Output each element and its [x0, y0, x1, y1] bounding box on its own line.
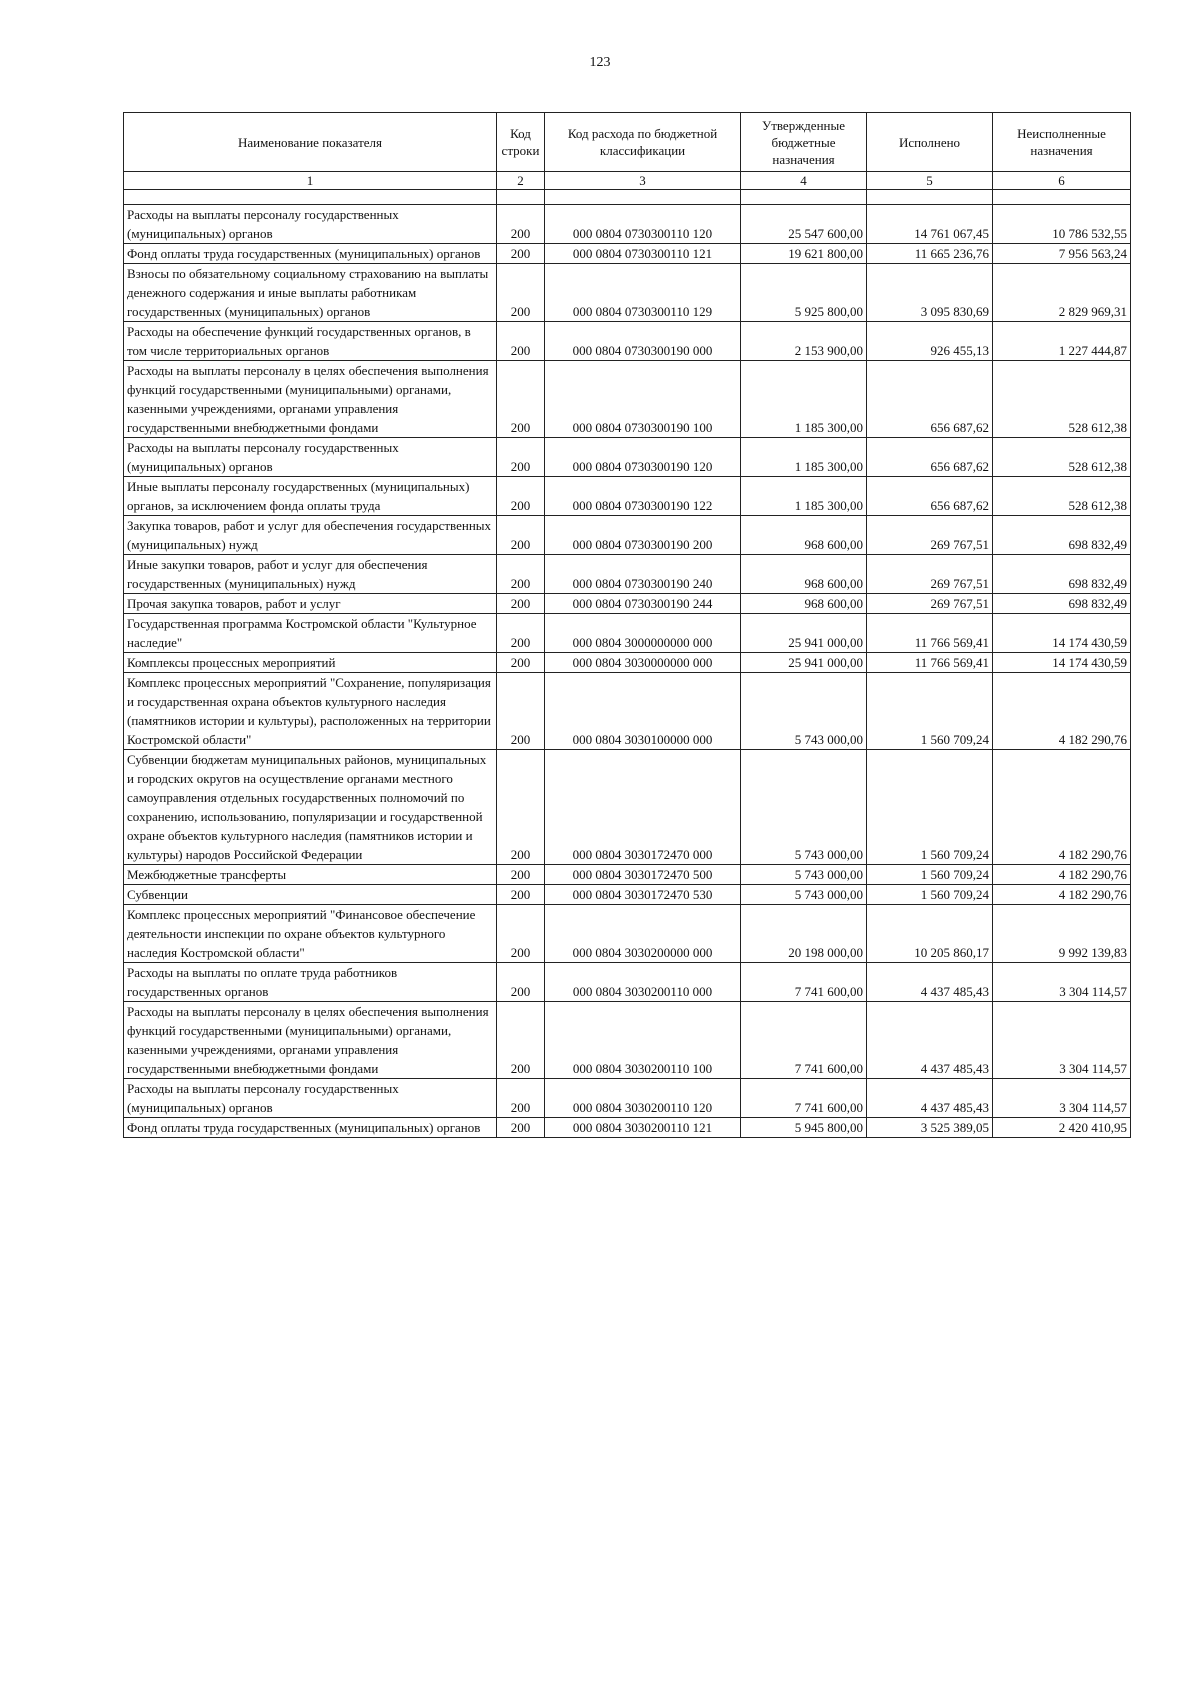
- unexecuted-amount: 528 612,38: [993, 361, 1131, 438]
- header-line-code: Код строки: [497, 113, 545, 172]
- header-row: [124, 113, 1131, 172]
- line-code: 200: [497, 905, 545, 963]
- budget-code: 000 0804 3030172470 000: [545, 750, 741, 865]
- line-code: 200: [497, 244, 545, 264]
- budget-code: 000 0804 3030000000 000: [545, 653, 741, 673]
- approved-amount: 5 743 000,00: [741, 885, 867, 905]
- executed-amount: 269 767,51: [867, 555, 993, 594]
- line-code: 200: [497, 205, 545, 244]
- executed-amount: 11 665 236,76: [867, 244, 993, 264]
- executed-amount: 4 437 485,43: [867, 1079, 993, 1118]
- approved-amount: 5 945 800,00: [741, 1118, 867, 1138]
- unexecuted-amount: 14 174 430,59: [993, 653, 1131, 673]
- page-number: 123: [589, 55, 611, 70]
- budget-code: 000 0804 0730300190 000: [545, 322, 741, 361]
- indicator-name: Фонд оплаты труда государственных (муниципальных) органов: [124, 1118, 497, 1138]
- indicator-name: Субвенции бюджетам муниципальных районов, муниципальных и городских округов на осуществление органами местного самоуправления отдельных государственных полномочий по сохранению, использованию, популяризации и государственной охране объектов культурного наследия (памятников истории и культуры) народов Российской Федерации: [124, 750, 497, 865]
- indicator-name: Комплекс процессных мероприятий "Сохранение, популяризация и государственная охрана объектов культурного наследия (памятников истории и культуры), расположенных на территории Костромской области": [124, 673, 497, 750]
- executed-amount: 656 687,62: [867, 361, 993, 438]
- budget-code: 000 0804 3030200110 121: [545, 1118, 741, 1138]
- indicator-name: Государственная программа Костромской области "Культурное наследие": [124, 614, 497, 653]
- table-row: [124, 653, 1131, 673]
- line-code: 200: [497, 1118, 545, 1138]
- approved-amount: 1 185 300,00: [741, 477, 867, 516]
- executed-amount: 269 767,51: [867, 594, 993, 614]
- executed-amount: 4 437 485,43: [867, 963, 993, 1002]
- executed-amount: 1 560 709,24: [867, 750, 993, 865]
- executed-amount: 656 687,62: [867, 477, 993, 516]
- line-code: 200: [497, 865, 545, 885]
- indicator-name: Фонд оплаты труда государственных (муниципальных) органов: [124, 244, 497, 264]
- executed-amount: 10 205 860,17: [867, 905, 993, 963]
- line-code: 200: [497, 361, 545, 438]
- executed-amount: 3 095 830,69: [867, 264, 993, 322]
- approved-amount: 20 198 000,00: [741, 905, 867, 963]
- table-row: [124, 1079, 1131, 1118]
- budget-code: 000 0804 3030172470 530: [545, 885, 741, 905]
- table-row: [124, 614, 1131, 653]
- line-code: 200: [497, 614, 545, 653]
- budget-code: 000 0804 3030200110 120: [545, 1079, 741, 1118]
- budget-code: 000 0804 3030200110 000: [545, 963, 741, 1002]
- approved-amount: 968 600,00: [741, 555, 867, 594]
- indicator-name: Расходы на выплаты персоналу в целях обеспечения выполнения функций государственными (муниципальными) органами, казенными учреждениями, органами управления государственными внебюджетными фондами: [124, 1002, 497, 1079]
- line-code: 200: [497, 477, 545, 516]
- header-approved: Утвержденные бюджетные назначения: [741, 113, 867, 172]
- column-number: 6: [993, 172, 1131, 190]
- unexecuted-amount: 3 304 114,57: [993, 963, 1131, 1002]
- approved-amount: 19 621 800,00: [741, 244, 867, 264]
- indicator-name: Прочая закупка товаров, работ и услуг: [124, 594, 497, 614]
- line-code: 200: [497, 885, 545, 905]
- table-body: [124, 190, 1131, 1138]
- budget-code: 000 0804 0730300190 240: [545, 555, 741, 594]
- approved-amount: 5 743 000,00: [741, 750, 867, 865]
- line-code: 200: [497, 653, 545, 673]
- approved-amount: 5 743 000,00: [741, 865, 867, 885]
- executed-amount: 3 525 389,05: [867, 1118, 993, 1138]
- budget-code: 000 0804 0730300110 129: [545, 264, 741, 322]
- budget-report-table: [123, 112, 1131, 1138]
- table-row: [124, 361, 1131, 438]
- indicator-name: Расходы на выплаты персоналу государственных (муниципальных) органов: [124, 205, 497, 244]
- indicator-name: Расходы на выплаты по оплате труда работников государственных органов: [124, 963, 497, 1002]
- table-row: [124, 264, 1131, 322]
- indicator-name: Иные закупки товаров, работ и услуг для обеспечения государственных (муниципальных) нужд: [124, 555, 497, 594]
- indicator-name: Межбюджетные трансферты: [124, 865, 497, 885]
- table-row: [124, 1002, 1131, 1079]
- header-budget-code: Код расхода по бюджетной классификации: [545, 113, 741, 172]
- table-header: [124, 113, 1131, 190]
- budget-code: 000 0804 0730300190 122: [545, 477, 741, 516]
- unexecuted-amount: 4 182 290,76: [993, 673, 1131, 750]
- line-code: 200: [497, 438, 545, 477]
- indicator-name: Расходы на выплаты персоналу государственных (муниципальных) органов: [124, 438, 497, 477]
- budget-code: 000 0804 3030172470 500: [545, 865, 741, 885]
- executed-amount: 1 560 709,24: [867, 673, 993, 750]
- unexecuted-amount: 10 786 532,55: [993, 205, 1131, 244]
- budget-code: 000 0804 3030200110 100: [545, 1002, 741, 1079]
- column-number: 5: [867, 172, 993, 190]
- indicator-name: Субвенции: [124, 885, 497, 905]
- table-row: [124, 963, 1131, 1002]
- approved-amount: 2 153 900,00: [741, 322, 867, 361]
- unexecuted-amount: 4 182 290,76: [993, 865, 1131, 885]
- unexecuted-amount: 7 956 563,24: [993, 244, 1131, 264]
- executed-amount: 269 767,51: [867, 516, 993, 555]
- table-row: [124, 885, 1131, 905]
- line-code: 200: [497, 963, 545, 1002]
- table-row: [124, 555, 1131, 594]
- table-row: [124, 322, 1131, 361]
- budget-code: 000 0804 0730300190 200: [545, 516, 741, 555]
- unexecuted-amount: 2 420 410,95: [993, 1118, 1131, 1138]
- table-row: [124, 750, 1131, 865]
- executed-amount: 1 560 709,24: [867, 865, 993, 885]
- budget-code: 000 0804 0730300190 100: [545, 361, 741, 438]
- table-row: [124, 1118, 1131, 1138]
- approved-amount: 1 185 300,00: [741, 361, 867, 438]
- approved-amount: 7 741 600,00: [741, 963, 867, 1002]
- line-code: 200: [497, 594, 545, 614]
- budget-code: 000 0804 0730300190 244: [545, 594, 741, 614]
- table-row: [124, 438, 1131, 477]
- executed-amount: 11 766 569,41: [867, 614, 993, 653]
- line-code: 200: [497, 673, 545, 750]
- budget-code: 000 0804 0730300110 121: [545, 244, 741, 264]
- table-row: [124, 905, 1131, 963]
- approved-amount: 5 743 000,00: [741, 673, 867, 750]
- indicator-name: Расходы на выплаты персоналу государственных (муниципальных) органов: [124, 1079, 497, 1118]
- approved-amount: 25 941 000,00: [741, 653, 867, 673]
- indicator-name: Иные выплаты персоналу государственных (муниципальных) органов, за исключением фонда оплаты труда: [124, 477, 497, 516]
- table-row: [124, 477, 1131, 516]
- table-row: [124, 865, 1131, 885]
- unexecuted-amount: 2 829 969,31: [993, 264, 1131, 322]
- unexecuted-amount: 4 182 290,76: [993, 885, 1131, 905]
- table-row: [124, 244, 1131, 264]
- approved-amount: 25 941 000,00: [741, 614, 867, 653]
- executed-amount: 656 687,62: [867, 438, 993, 477]
- column-number: 1: [124, 172, 497, 190]
- table-row: [124, 516, 1131, 555]
- header-name: Наименование показателя: [124, 113, 497, 172]
- indicator-name: Комплекс процессных мероприятий "Финансовое обеспечение деятельности инспекции по охране объектов культурного наследия Костромской области": [124, 905, 497, 963]
- approved-amount: 7 741 600,00: [741, 1079, 867, 1118]
- indicator-name: Взносы по обязательному социальному страхованию на выплаты денежного содержания и иные выплаты работникам государственных (муниципальных) органов: [124, 264, 497, 322]
- executed-amount: 14 761 067,45: [867, 205, 993, 244]
- unexecuted-amount: 698 832,49: [993, 516, 1131, 555]
- unexecuted-amount: 9 992 139,83: [993, 905, 1131, 963]
- unexecuted-amount: 698 832,49: [993, 555, 1131, 594]
- budget-code: 000 0804 3030200000 000: [545, 905, 741, 963]
- unexecuted-amount: 3 304 114,57: [993, 1002, 1131, 1079]
- unexecuted-amount: 528 612,38: [993, 477, 1131, 516]
- line-code: 200: [497, 555, 545, 594]
- approved-amount: 968 600,00: [741, 594, 867, 614]
- indicator-name: Расходы на выплаты персоналу в целях обеспечения выполнения функций государственными (муниципальными) органами, казенными учреждениями, органами управления государственными внебюджетными фондами: [124, 361, 497, 438]
- executed-amount: 926 455,13: [867, 322, 993, 361]
- header-spacer-row: [124, 190, 1131, 205]
- indicator-name: Закупка товаров, работ и услуг для обеспечения государственных (муниципальных) нужд: [124, 516, 497, 555]
- approved-amount: 968 600,00: [741, 516, 867, 555]
- unexecuted-amount: 698 832,49: [993, 594, 1131, 614]
- line-code: 200: [497, 750, 545, 865]
- budget-code: 000 0804 3030100000 000: [545, 673, 741, 750]
- table-row: [124, 673, 1131, 750]
- unexecuted-amount: 1 227 444,87: [993, 322, 1131, 361]
- approved-amount: 1 185 300,00: [741, 438, 867, 477]
- header-executed: Исполнено: [867, 113, 993, 172]
- column-number-row: [124, 172, 1131, 190]
- unexecuted-amount: 4 182 290,76: [993, 750, 1131, 865]
- executed-amount: 4 437 485,43: [867, 1002, 993, 1079]
- indicator-name: Расходы на обеспечение функций государственных органов, в том числе территориальных органов: [124, 322, 497, 361]
- column-number: 4: [741, 172, 867, 190]
- budget-code: 000 0804 3000000000 000: [545, 614, 741, 653]
- unexecuted-amount: 14 174 430,59: [993, 614, 1131, 653]
- approved-amount: 5 925 800,00: [741, 264, 867, 322]
- line-code: 200: [497, 1079, 545, 1118]
- line-code: 200: [497, 1002, 545, 1079]
- header-unexecuted: Неисполненные назначения: [993, 113, 1131, 172]
- line-code: 200: [497, 322, 545, 361]
- column-number: 3: [545, 172, 741, 190]
- line-code: 200: [497, 516, 545, 555]
- budget-code: 000 0804 0730300190 120: [545, 438, 741, 477]
- line-code: 200: [497, 264, 545, 322]
- approved-amount: 25 547 600,00: [741, 205, 867, 244]
- table-row: [124, 205, 1131, 244]
- column-number: 2: [497, 172, 545, 190]
- approved-amount: 7 741 600,00: [741, 1002, 867, 1079]
- indicator-name: Комплексы процессных мероприятий: [124, 653, 497, 673]
- unexecuted-amount: 528 612,38: [993, 438, 1131, 477]
- table-row: [124, 594, 1131, 614]
- executed-amount: 1 560 709,24: [867, 885, 993, 905]
- executed-amount: 11 766 569,41: [867, 653, 993, 673]
- budget-code: 000 0804 0730300110 120: [545, 205, 741, 244]
- unexecuted-amount: 3 304 114,57: [993, 1079, 1131, 1118]
